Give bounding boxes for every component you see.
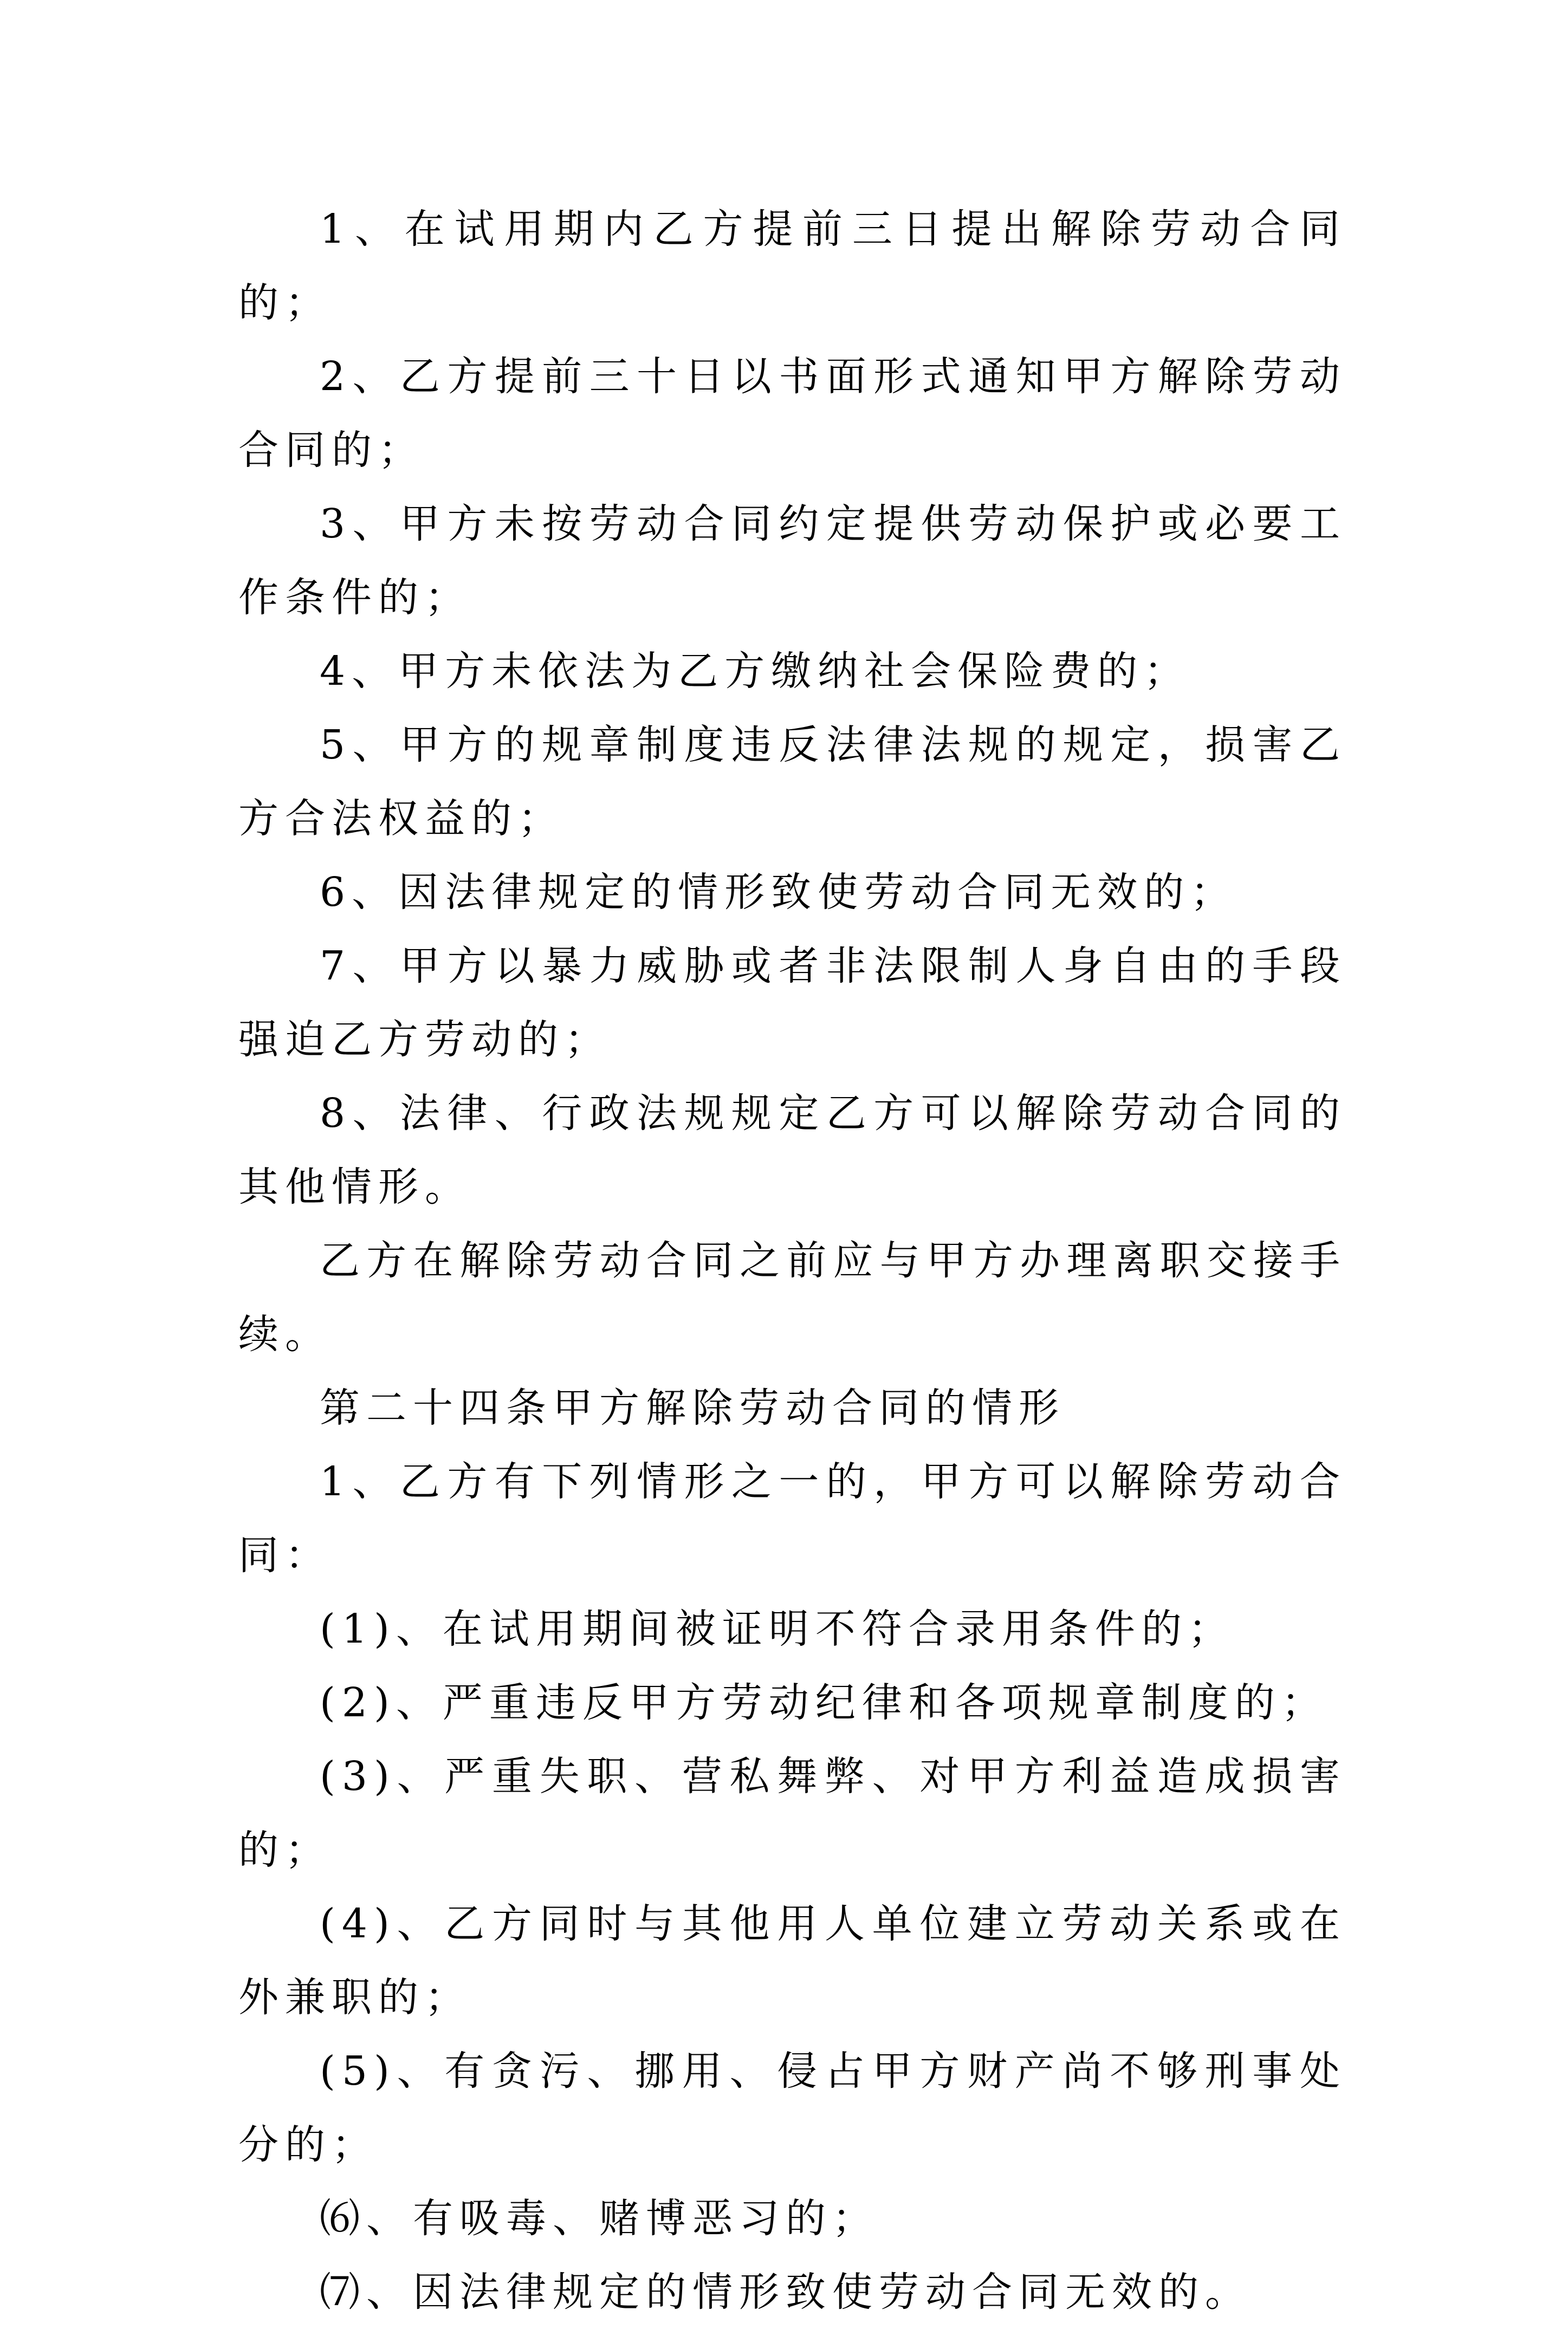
- article-24-clause-1: 1、乙方有下列情形之一的，甲方可以解除劳动合同：: [238, 1458, 1346, 1579]
- clause-8-other-situations: 8、法律、行政法规规定乙方可以解除劳动合同的其他情形。: [238, 1090, 1346, 1210]
- sub-item-2-discipline: (2)、严重违反甲方劳动纪律和各项规章制度的；: [320, 1679, 1328, 1726]
- article-24-heading: 第二十四条甲方解除劳动合同的情形: [320, 1385, 1065, 1431]
- sub-item-6-drugs-gambling: ⑹、有吸毒、赌博恶习的；: [320, 2195, 879, 2242]
- handover-requirement: 乙方在解除劳动合同之前应与甲方办理离职交接手续。: [238, 1237, 1346, 1358]
- sub-item-5-embezzlement: (5)、有贪污、挪用、侵占甲方财产尚不够刑事处分的；: [238, 2048, 1346, 2168]
- document-body: [238, 192, 1346, 2329]
- clause-7-forced-labor: 7、甲方以暴力威胁或者非法限制人身自由的手段强迫乙方劳动的；: [238, 943, 1346, 1063]
- clause-2-thirty-day-notice: 2、乙方提前三十日以书面形式通知甲方解除劳动合同的；: [238, 353, 1346, 473]
- clause-5-rules-violation: 5、甲方的规章制度违反法律法规的规定，损害乙方合法权益的；: [238, 722, 1346, 842]
- sub-item-7-contract-invalid: ⑺、因法律规定的情形致使劳动合同无效的。: [320, 2269, 1252, 2315]
- clause-4-social-insurance: 4、甲方未依法为乙方缴纳社会保险费的；: [320, 648, 1191, 695]
- clause-1-probation-resignation: 1、在试用期内乙方提前三日提出解除劳动合同的；: [238, 206, 1346, 326]
- clause-6-contract-invalid: 6、因法律规定的情形致使劳动合同无效的；: [320, 869, 1237, 916]
- sub-item-1-probation: (1)、在试用期间被证明不符合录用条件的；: [320, 1606, 1235, 1652]
- sub-item-3-dereliction: (3)、严重失职、营私舞弊、对甲方利益造成损害的；: [238, 1753, 1346, 1873]
- clause-3-labor-protection: 3、甲方未按劳动合同约定提供劳动保护或必要工作条件的；: [238, 501, 1346, 621]
- sub-item-4-dual-employment: (4)、乙方同时与其他用人单位建立劳动关系或在外兼职的；: [238, 1900, 1346, 2021]
